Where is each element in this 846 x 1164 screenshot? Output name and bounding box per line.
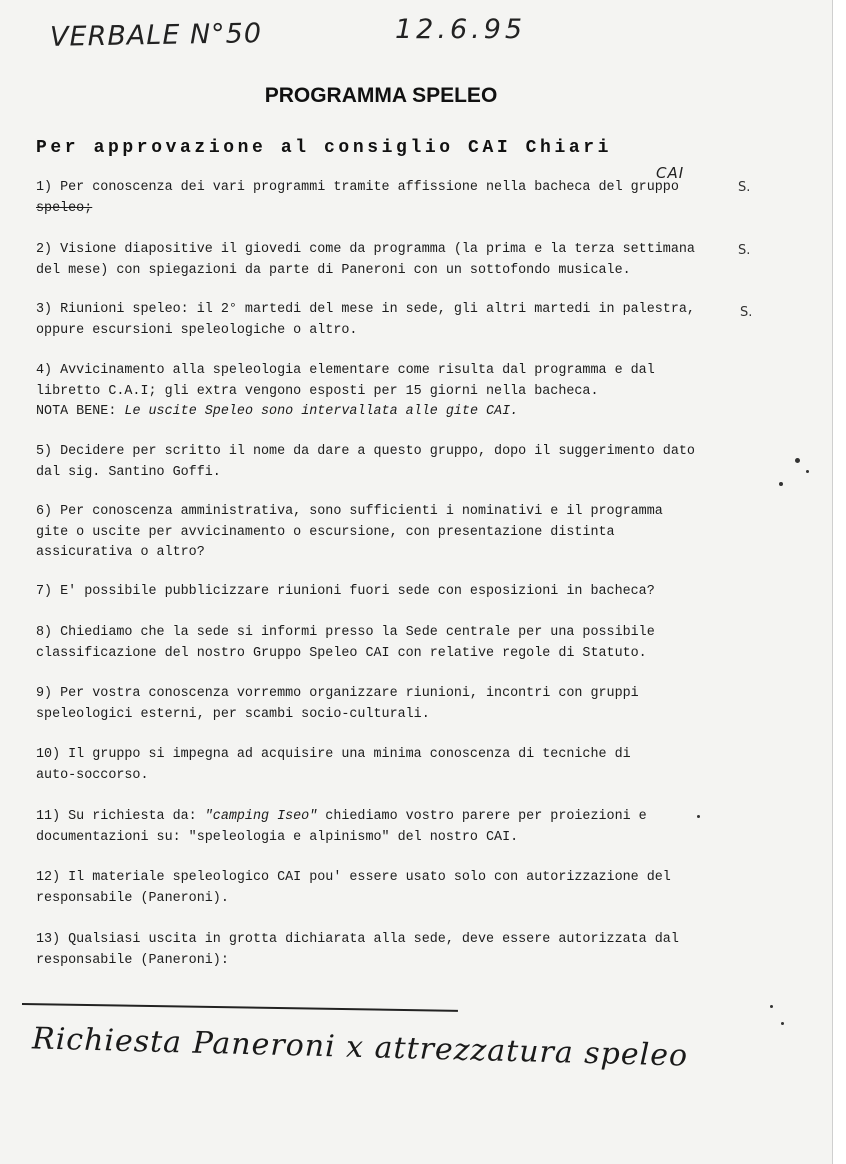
item-7-line-1: 7) E' possibile pubblicizzare riunioni fuori sede con esposizioni in bacheca?: [36, 584, 655, 599]
item-8-line-2: classificazione del nostro Gruppo Speleo CAI con relative regole di Statuto.: [36, 645, 647, 661]
item-12-line-1: 12) Il materiale speleologico CAI pou' essere usato solo con autorizzazione del: [36, 870, 671, 885]
list-item-2: [36, 240, 736, 281]
nota-bene-label: NOTA BENE:: [36, 404, 117, 419]
scan-speck: [781, 1022, 784, 1025]
list-item-13: [36, 930, 736, 971]
list-item-1: [36, 178, 736, 219]
list-item-11: [36, 807, 736, 848]
list-item-12: [36, 868, 736, 909]
scan-speck: [795, 458, 800, 463]
list-item-9: [36, 684, 736, 725]
item-10-line-1: 10) Il gruppo si impegna ad acquisire una minima conoscenza di tecniche di: [36, 747, 631, 762]
page-subtitle: Per approvazione al consiglio CAI Chiari: [36, 138, 613, 158]
list-item-5: [36, 442, 736, 483]
list-item-7: [36, 582, 736, 603]
item-8-line-1: 8) Chiediamo che la sede si informi presso la Sede centrale per una possibile: [36, 625, 655, 640]
item-6-line-1: 6) Per conoscenza amministrativa, sono sufficienti i nominativi e il programma: [36, 504, 663, 519]
margin-mark-3: S.: [740, 305, 753, 320]
scan-speck: [779, 482, 783, 486]
item-4-line-2: libretto C.A.I; gli extra vengono esposti per 15 giorni nella bacheca.: [36, 383, 599, 399]
margin-mark-1: S.: [738, 180, 751, 195]
item-3-line-2: oppure escursioni speleologiche o altro.: [36, 322, 358, 338]
item-5-line-2: dal sig. Santino Goffi.: [36, 464, 221, 480]
camping-iseo-quote: "camping Iseo": [204, 809, 318, 824]
document-date: 12.6.95: [395, 14, 527, 45]
item-3-line-1: 3) Riunioni speleo: il 2° martedi del mese in sede, gli altri martedi in palestra,: [36, 302, 695, 317]
item-12-line-2: responsabile (Paneroni).: [36, 890, 229, 906]
item-1-line-2: speleo;: [36, 200, 93, 216]
item-11-line-1-start: 11) Su richiesta da:: [36, 809, 205, 824]
item-1-line-1: 1) Per conoscenza dei vari programmi tramite affissione nella bacheca del gruppo: [36, 180, 679, 195]
scan-speck: [806, 470, 809, 473]
item-5-line-1: 5) Decidere per scritto il nome da dare a questo gruppo, dopo il suggerimento dato: [36, 444, 695, 459]
handwritten-signature-note: Richiesta Paneroni x attrezzatura speleo: [31, 1021, 689, 1074]
item-2-line-2: del mese) con spiegazioni da parte di Paneroni con un sottofondo musicale.: [36, 262, 631, 278]
scan-speck: [770, 1005, 773, 1008]
verbale-number: VERBALE N°50: [49, 18, 263, 53]
item-13-line-1: 13) Qualsiasi uscita in grotta dichiarata alla sede, deve essere autorizzata dal: [36, 932, 679, 947]
item-4-line-1: 4) Avvicinamento alla speleologia elementare come risulta dal programma e dal: [36, 363, 655, 378]
list-item-10: [36, 745, 736, 786]
page-title: PROGRAMMA SPELEO: [264, 84, 498, 107]
nota-bene-text: Le uscite Speleo sono intervallata alle gite CAI.: [124, 404, 519, 419]
item-9-line-1: 9) Per vostra conoscenza vorremmo organizzare riunioni, incontri con gruppi: [36, 686, 639, 701]
item-10-line-2: auto-soccorso.: [36, 767, 149, 783]
scan-speck: [697, 815, 700, 818]
margin-mark-2: S.: [738, 243, 751, 258]
list-item-3: [36, 300, 736, 341]
item-6-line-2: gite o uscite per avvicinamento o escursione, con presentazione distinta: [36, 524, 615, 540]
list-item-6: [36, 502, 736, 564]
item-11-line-2: documentazioni su: "speleologia e alpinismo" del nostro CAI.: [36, 829, 519, 845]
signature-divider: [22, 1003, 458, 1012]
item-9-line-2: speleologici esterni, per scambi socio-culturali.: [36, 706, 430, 722]
list-item-4: [36, 361, 736, 423]
item-13-line-2: responsabile (Paneroni):: [36, 952, 229, 968]
handwritten-cai-note: CAI: [656, 164, 685, 182]
item-2-line-1: 2) Visione diapositive il giovedi come da programma (la prima e la terza settimana: [36, 242, 695, 257]
item-6-line-3: assicurativa o altro?: [36, 545, 205, 560]
item-11-line-1-end: chiediamo vostro parere per proiezioni e: [317, 809, 647, 824]
list-item-8: [36, 623, 736, 664]
